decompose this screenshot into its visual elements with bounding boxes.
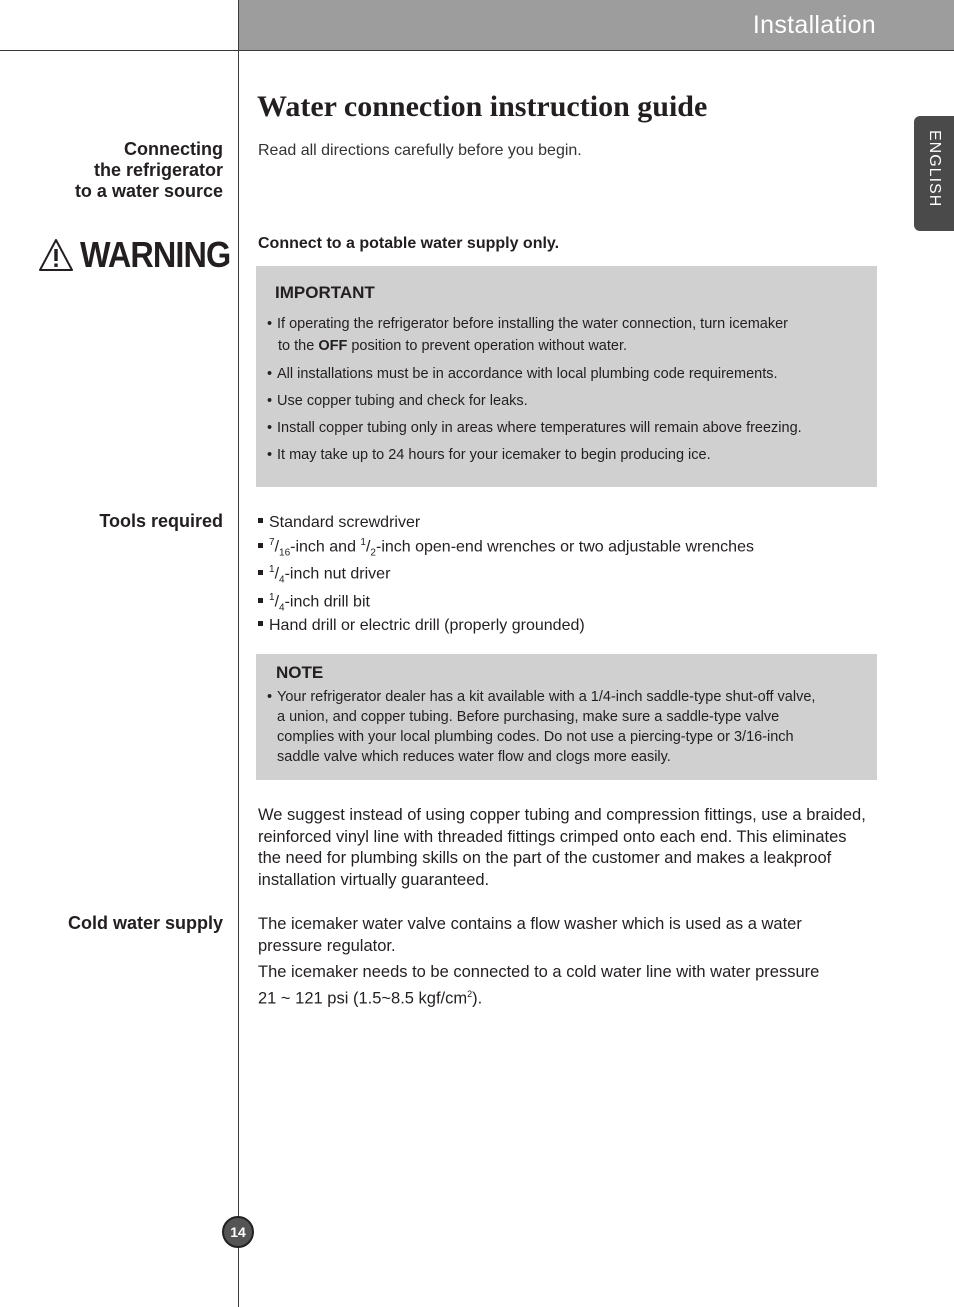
warning-label [38, 233, 231, 277]
important-item: • It may take up to 24 hours for your icemaker to begin producing ice. [267, 447, 711, 463]
important-item-continued: to the OFF position to prevent operation without water. [278, 338, 628, 354]
tool-item: $^1/_4$-inch drill bit [258, 592, 370, 614]
note-line: complies with your local plumbing codes. Do not use a piercing-type or 3/16-inch [277, 729, 794, 745]
note-title: NOTE [276, 663, 324, 682]
sidebar-heading-line: to a water source [74, 181, 223, 201]
note-bullet: • [267, 689, 273, 705]
important-item: • All installations must be in accordance with local plumbing code requirements. [267, 366, 778, 382]
section-title: Installation [752, 11, 876, 39]
bullet-square-icon [258, 518, 263, 523]
page-title: Water connection instruction guide [257, 90, 708, 123]
note-box [256, 654, 877, 780]
potable-notice: Connect to a potable water supply only. [258, 235, 560, 252]
important-item: • Install copper tubing only in areas where temperatures will remain above freezing. [267, 420, 802, 436]
language-label: ENGLISH [926, 130, 943, 208]
warning-triangle-icon [38, 238, 74, 272]
sidebar-heading-tools: Tools required [99, 511, 223, 531]
sidebar-heading-connecting [75, 139, 223, 202]
cold-water-paragraph: The icemaker water valve contains a flow washer which is used as a water pressure regulator. [258, 915, 802, 955]
important-box [256, 266, 877, 487]
note-line: a union, and copper tubing. Before purchasing, make sure a saddle-type valve [277, 709, 780, 725]
header-bar [238, 0, 954, 51]
tool-item: Hand drill or electric drill (properly grounded) [258, 617, 585, 635]
sidebar-heading-line: the refrigerator [93, 160, 223, 180]
important-item: • If operating the refrigerator before installing the water connection, turn icemaker [267, 316, 788, 332]
sidebar-heading-cold-water: Cold water supply [67, 913, 223, 933]
tool-item: $^1/_4$-inch nut driver [258, 564, 390, 586]
sidebar-heading-line: Connecting [124, 139, 223, 159]
suggestion-paragraph: We suggest instead of using copper tubing and compression fittings, use a braided, reinforced vinyl line with threaded fittings crimped onto each end. This eliminates the need for plumbing skills on the part of the customer and makes a leakproof installation virtually guaranteed. [258, 806, 866, 889]
tool-item: Standard screwdriver [258, 514, 420, 532]
pressure-paragraph: The icemaker needs to be connected to a cold water line with water pressure 21 ~ 121 psi (1.5~8.5 kgf/$cm^2$). [258, 963, 820, 1007]
note-line: Your refrigerator dealer has a kit available with a 1/4-inch saddle-type shut-off valve, [277, 689, 816, 705]
bullet-square-icon [258, 543, 263, 548]
column-divider [238, 0, 239, 1307]
intro-text: Read all directions carefully before you begin. [258, 142, 582, 159]
important-title: IMPORTANT [275, 283, 375, 302]
tool-item: $^7/_{16}$-inch and $^1/_2$-inch open-end wrenches or two adjustable wrenches [258, 537, 754, 559]
bullet-square-icon [258, 598, 263, 603]
bullet-square-icon [258, 621, 263, 626]
note-line: saddle valve which reduces water flow and clogs more easily. [277, 749, 671, 765]
header-left-area [0, 0, 238, 51]
important-item: • Use copper tubing and check for leaks. [267, 393, 528, 409]
language-tab [914, 116, 954, 231]
bullet-square-icon [258, 570, 263, 575]
warning-text: WARNING [80, 234, 231, 275]
page-number: 14 [222, 1216, 254, 1248]
